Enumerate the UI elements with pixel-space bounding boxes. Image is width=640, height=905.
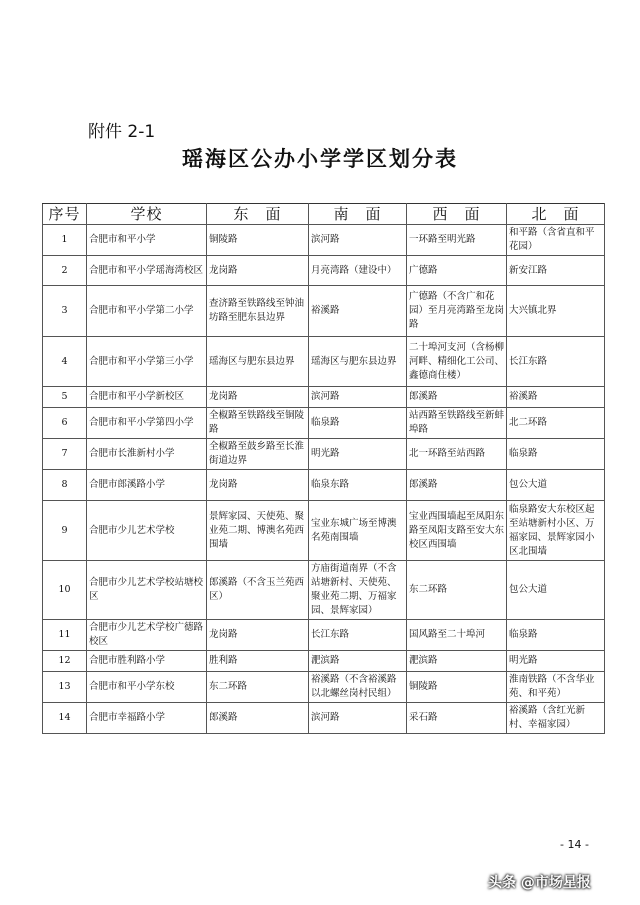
cell-south: 宝业东城广场至博澳名苑南围墙 [309,501,407,561]
cell-no: 14 [43,703,87,734]
page-title: 瑶海区公办小学学区划分表 [182,146,458,171]
table-row [43,439,605,470]
cell-north: 包公大道 [507,470,605,501]
cell-west: 铜陵路 [407,672,507,703]
header-north: 北 面 [507,204,605,225]
cell-no: 8 [43,470,87,501]
cell-north: 明光路 [507,651,605,672]
cell-school: 合肥市少儿艺术学校广德路校区 [87,620,207,651]
cell-west: 北一环路至站西路 [407,439,507,470]
cell-no: 1 [43,225,87,256]
cell-north: 大兴镇北界 [507,286,605,337]
table-row [43,286,605,337]
cell-no: 12 [43,651,87,672]
table-row [43,337,605,387]
cell-school: 合肥市和平小学第四小学 [87,408,207,439]
header-south: 南 面 [309,204,407,225]
cell-school: 合肥市和平小学东校 [87,672,207,703]
cell-west: 站西路至铁路线至新蚌埠路 [407,408,507,439]
table-row [43,387,605,408]
cell-north: 临泉路 [507,620,605,651]
cell-no: 6 [43,408,87,439]
cell-west: 采石路 [407,703,507,734]
cell-no: 4 [43,337,87,387]
cell-east: 龙岗路 [207,387,309,408]
header-west: 西 面 [407,204,507,225]
cell-school: 合肥市长淮新村小学 [87,439,207,470]
cell-west: 二十埠河支河（含杨柳河畔、精细化工公司、鑫德商住楼） [407,337,507,387]
table-body [43,225,605,734]
cell-south: 长江东路 [309,620,407,651]
cell-north: 北二环路 [507,408,605,439]
cell-school: 合肥市郎溪路小学 [87,470,207,501]
cell-north: 裕溪路 [507,387,605,408]
cell-south: 方庙街道南界（不含站塘新村、天使苑、聚业苑二期、万福家园、景辉家园） [309,561,407,620]
table-row [43,470,605,501]
school-district-table [42,203,605,734]
cell-north: 和平路（含省直和平花园） [507,225,605,256]
table-row [43,501,605,561]
cell-south: 裕溪路（不含裕溪路以北螺丝岗村民组） [309,672,407,703]
cell-south: 临泉路 [309,408,407,439]
cell-east: 全椒路至铁路线至铜陵路 [207,408,309,439]
cell-school: 合肥市和平小学 [87,225,207,256]
cell-south: 明光路 [309,439,407,470]
cell-east: 铜陵路 [207,225,309,256]
cell-south: 滨河路 [309,387,407,408]
cell-north: 裕溪路（含红光新村、幸福家园） [507,703,605,734]
cell-east: 全椒路至鼓乡路至长淮街道边界 [207,439,309,470]
cell-east: 胜利路 [207,651,309,672]
cell-north: 新安江路 [507,256,605,286]
cell-no: 7 [43,439,87,470]
cell-east: 龙岗路 [207,620,309,651]
table-row [43,620,605,651]
cell-west: 广德路（不含广和花园）至月亮湾路至龙岗路 [407,286,507,337]
header-no: 序号 [43,204,87,225]
cell-west: 淝滨路 [407,651,507,672]
cell-school: 合肥市和平小学第三小学 [87,337,207,387]
cell-school: 合肥市和平小学新校区 [87,387,207,408]
table-row [43,408,605,439]
table-row [43,672,605,703]
cell-no: 3 [43,286,87,337]
table-row [43,651,605,672]
cell-no: 11 [43,620,87,651]
cell-west: 国风路至二十埠河 [407,620,507,651]
cell-north: 临泉路安大东校区起至站塘新村小区、万福家园、景辉家园小区北围墙 [507,501,605,561]
cell-south: 淝滨路 [309,651,407,672]
cell-west: 广德路 [407,256,507,286]
cell-east: 郎溪路（不含玉兰苑西区） [207,561,309,620]
cell-east: 瑶海区与肥东县边界 [207,337,309,387]
cell-west: 郎溪路 [407,470,507,501]
cell-south: 裕溪路 [309,286,407,337]
cell-north: 长江东路 [507,337,605,387]
cell-south: 月亮湾路（建设中） [309,256,407,286]
table-row [43,225,605,256]
cell-school: 合肥市胜利路小学 [87,651,207,672]
cell-east: 景辉家园、天使苑、聚业苑二期、博澳名苑西围墙 [207,501,309,561]
cell-west: 郎溪路 [407,387,507,408]
cell-no: 5 [43,387,87,408]
header-east: 东 面 [207,204,309,225]
cell-north: 淮南铁路（不含华业苑、和平苑） [507,672,605,703]
watermark: 头条 @市场星报 [488,875,591,891]
cell-south: 瑶海区与肥东县边界 [309,337,407,387]
cell-north: 包公大道 [507,561,605,620]
cell-no: 9 [43,501,87,561]
table-row [43,703,605,734]
cell-east: 龙岗路 [207,470,309,501]
cell-school: 合肥市少儿艺术学校 [87,501,207,561]
cell-no: 10 [43,561,87,620]
cell-south: 滨河路 [309,225,407,256]
table-row [43,561,605,620]
cell-south: 滨河路 [309,703,407,734]
table-row [43,256,605,286]
cell-school: 合肥市和平小学瑶海湾校区 [87,256,207,286]
header-school: 学校 [87,204,207,225]
cell-west: 东二环路 [407,561,507,620]
cell-west: 宝业西围墙起至凤阳东路至凤阳支路至安大东校区西围墙 [407,501,507,561]
cell-east: 龙岗路 [207,256,309,286]
page-number: - 14 - [560,838,589,851]
cell-south: 临泉东路 [309,470,407,501]
table-header-row [43,204,605,225]
cell-no: 2 [43,256,87,286]
cell-no: 13 [43,672,87,703]
attachment-label: 附件 2-1 [88,122,156,142]
cell-east: 郎溪路 [207,703,309,734]
cell-north: 临泉路 [507,439,605,470]
cell-school: 合肥市少儿艺术学校站塘校区 [87,561,207,620]
cell-east: 东二环路 [207,672,309,703]
cell-west: 一环路至明光路 [407,225,507,256]
cell-east: 查济路至铁路线至钟油坊路至肥东县边界 [207,286,309,337]
cell-school: 合肥市幸福路小学 [87,703,207,734]
cell-school: 合肥市和平小学第二小学 [87,286,207,337]
